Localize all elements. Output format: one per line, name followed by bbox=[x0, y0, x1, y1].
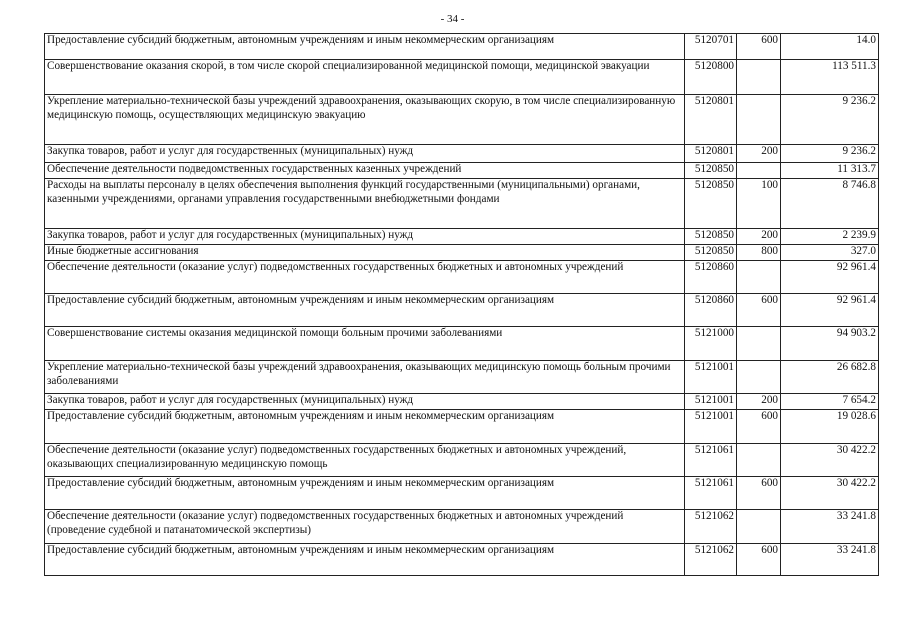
table-row bbox=[45, 261, 879, 294]
row-sum: 19 028.6 bbox=[781, 410, 879, 444]
table-row bbox=[45, 95, 879, 145]
row-sum: 327.0 bbox=[781, 245, 879, 261]
row-code: 5120850 bbox=[685, 245, 737, 261]
row-name: Предоставление субсидий бюджетным, автономным учреждениям и иным некоммерческим организациям bbox=[45, 477, 685, 510]
row-vr: 200 bbox=[737, 145, 781, 163]
row-sum: 2 239.9 bbox=[781, 229, 879, 245]
row-vr bbox=[737, 510, 781, 544]
row-name: Предоставление субсидий бюджетным, автономным учреждениям и иным некоммерческим организациям bbox=[45, 544, 685, 576]
table-row bbox=[45, 294, 879, 327]
table-row bbox=[45, 229, 879, 245]
table-row bbox=[45, 245, 879, 261]
table-row bbox=[45, 179, 879, 229]
row-name: Закупка товаров, работ и услуг для государственных (муниципальных) нужд bbox=[45, 145, 685, 163]
row-name: Совершенствование оказания скорой, в том числе скорой специализированной медицинской помощи, медицинской эвакуации bbox=[45, 60, 685, 95]
table-row bbox=[45, 410, 879, 444]
table-row bbox=[45, 444, 879, 477]
row-code: 5120800 bbox=[685, 60, 737, 95]
row-name: Укрепление материально-технической базы учреждений здравоохранения, оказывающих скорую, в том числе специализированную медицинскую помощь, осуществляющих медицинскую эвакуацию bbox=[45, 95, 685, 145]
row-sum: 92 961.4 bbox=[781, 261, 879, 294]
row-code: 5120850 bbox=[685, 229, 737, 245]
row-vr: 600 bbox=[737, 410, 781, 444]
row-sum: 113 511.3 bbox=[781, 60, 879, 95]
row-vr bbox=[737, 361, 781, 394]
row-sum: 7 654.2 bbox=[781, 394, 879, 410]
row-sum: 30 422.2 bbox=[781, 477, 879, 510]
table-row bbox=[45, 477, 879, 510]
row-code: 5121061 bbox=[685, 477, 737, 510]
row-vr bbox=[737, 95, 781, 145]
row-name: Предоставление субсидий бюджетным, автономным учреждениям и иным некоммерческим организациям bbox=[45, 34, 685, 60]
row-code: 5120860 bbox=[685, 294, 737, 327]
row-vr: 600 bbox=[737, 544, 781, 576]
row-vr bbox=[737, 327, 781, 361]
row-vr bbox=[737, 261, 781, 294]
row-vr: 800 bbox=[737, 245, 781, 261]
row-vr: 600 bbox=[737, 34, 781, 60]
row-name: Закупка товаров, работ и услуг для государственных (муниципальных) нужд bbox=[45, 394, 685, 410]
row-vr bbox=[737, 60, 781, 95]
row-sum: 92 961.4 bbox=[781, 294, 879, 327]
row-vr: 100 bbox=[737, 179, 781, 229]
table-row bbox=[45, 394, 879, 410]
row-vr: 600 bbox=[737, 294, 781, 327]
row-sum: 30 422.2 bbox=[781, 444, 879, 477]
row-code: 5120701 bbox=[685, 34, 737, 60]
row-vr bbox=[737, 444, 781, 477]
row-code: 5120801 bbox=[685, 145, 737, 163]
row-code: 5121062 bbox=[685, 544, 737, 576]
table-row bbox=[45, 60, 879, 95]
row-sum: 94 903.2 bbox=[781, 327, 879, 361]
row-name: Обеспечение деятельности (оказание услуг) подведомственных государственных бюджетных и автономных учреждений, оказывающих специализированную медицинскую помощь bbox=[45, 444, 685, 477]
row-vr: 600 bbox=[737, 477, 781, 510]
table-row bbox=[45, 163, 879, 179]
row-code: 5121061 bbox=[685, 444, 737, 477]
table-row bbox=[45, 544, 879, 576]
row-name: Обеспечение деятельности (оказание услуг) подведомственных государственных бюджетных и автономных учреждений bbox=[45, 261, 685, 294]
row-code: 5121001 bbox=[685, 394, 737, 410]
page-number: - 34 - bbox=[440, 13, 465, 25]
row-sum: 33 241.8 bbox=[781, 544, 879, 576]
row-vr: 200 bbox=[737, 394, 781, 410]
table-row bbox=[45, 145, 879, 163]
row-code: 5121000 bbox=[685, 327, 737, 361]
table-row bbox=[45, 34, 879, 60]
row-vr: 200 bbox=[737, 229, 781, 245]
row-name: Предоставление субсидий бюджетным, автономным учреждениям и иным некоммерческим организациям bbox=[45, 294, 685, 327]
table-row bbox=[45, 510, 879, 544]
row-sum: 33 241.8 bbox=[781, 510, 879, 544]
row-sum: 8 746.8 bbox=[781, 179, 879, 229]
table-row bbox=[45, 327, 879, 361]
row-sum: 26 682.8 bbox=[781, 361, 879, 394]
table-row bbox=[45, 361, 879, 394]
row-name: Совершенствование системы оказания медицинской помощи больным прочими заболеваниями bbox=[45, 327, 685, 361]
row-name: Расходы на выплаты персоналу в целях обеспечения выполнения функций государственными (муниципальными) органами, казенными учреждениями, органами управления государственными внебюджетными фондами bbox=[45, 179, 685, 229]
row-name: Иные бюджетные ассигнования bbox=[45, 245, 685, 261]
row-name: Обеспечение деятельности (оказание услуг) подведомственных государственных бюджетных и автономных учреждений (проведение судебной и патанатомической экспертизы) bbox=[45, 510, 685, 544]
row-code: 5120850 bbox=[685, 179, 737, 229]
row-code: 5121001 bbox=[685, 410, 737, 444]
row-name: Закупка товаров, работ и услуг для государственных (муниципальных) нужд bbox=[45, 229, 685, 245]
row-sum: 11 313.7 bbox=[781, 163, 879, 179]
row-sum: 14.0 bbox=[781, 34, 879, 60]
row-code: 5121001 bbox=[685, 361, 737, 394]
row-code: 5121062 bbox=[685, 510, 737, 544]
row-name: Укрепление материально-технической базы учреждений здравоохранения, оказывающих медицинскую помощь больным прочими заболеваниями bbox=[45, 361, 685, 394]
row-code: 5120850 bbox=[685, 163, 737, 179]
row-vr bbox=[737, 163, 781, 179]
row-sum: 9 236.2 bbox=[781, 145, 879, 163]
row-sum: 9 236.2 bbox=[781, 95, 879, 145]
row-name: Обеспечение деятельности подведомственных государственных казенных учреждений bbox=[45, 163, 685, 179]
row-name: Предоставление субсидий бюджетным, автономным учреждениям и иным некоммерческим организациям bbox=[45, 410, 685, 444]
row-code: 5120860 bbox=[685, 261, 737, 294]
budget-table bbox=[44, 33, 879, 576]
row-code: 5120801 bbox=[685, 95, 737, 145]
